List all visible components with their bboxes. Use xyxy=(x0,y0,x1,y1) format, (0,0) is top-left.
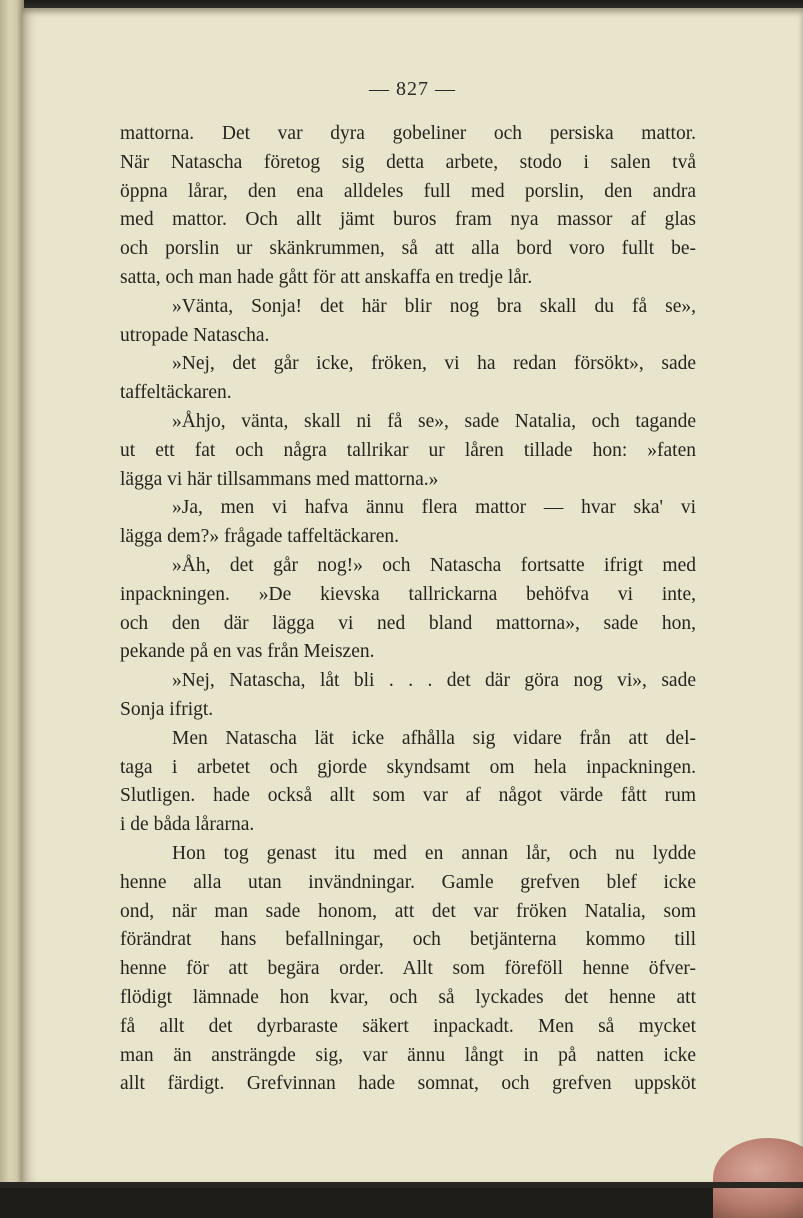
text-line: förändrat hans befallningar, och betjänterna kommo till xyxy=(120,929,696,951)
text-line: ut ett fat och några tallrikar ur låren tillade hon: »faten xyxy=(120,439,696,461)
page-number: — 827 — xyxy=(369,78,456,100)
body-text xyxy=(120,120,696,1099)
text-line: i de båda lårarna. xyxy=(120,814,255,836)
text-line: flödigt lämnade hon kvar, och så lyckades det henne att xyxy=(120,986,696,1008)
text-line: få allt det dyrbaraste säkert inpackadt. Men så mycket xyxy=(120,1015,696,1037)
text-line: man än ansträngde sig, var ännu långt in på natten icke xyxy=(120,1044,696,1066)
text-line: »Ja, men vi hafva ännu flera mattor — hvar ska' vi xyxy=(172,497,696,519)
text-line: ond, när man sade honom, att det var fröken Natalia, som xyxy=(120,900,696,922)
text-line: mattorna. Det var dyra gobeliner och persiska mattor. xyxy=(120,123,696,144)
text-line: lägga vi här tillsammans med mattorna.» xyxy=(120,468,439,490)
text-line: öppna lårar, den ena alldeles full med porslin, den andra xyxy=(120,180,696,202)
text-line: allt färdigt. Grefvinnan hade somnat, och grefven uppsköt xyxy=(120,1073,696,1095)
text-line: »Nej, Natascha, låt bli . . . det där göra nog vi», sade xyxy=(172,670,696,692)
scan-bottom-shadow xyxy=(0,1182,803,1188)
text-line: »Åhjo, vänta, skall ni få se», sade Natalia, och tagande xyxy=(172,410,696,432)
text-line: Slutligen. hade också allt som var af något värde fått rum xyxy=(120,785,696,807)
text-line: lägga dem?» frågade taffeltäckaren. xyxy=(120,526,399,548)
text-line: med mattor. Och allt jämt buros fram nya massor af glas xyxy=(120,209,696,231)
text-line: och den där lägga vi ned bland mattorna», sade hon, xyxy=(120,612,696,634)
text-line: taga i arbetet och gjorde skyndsamt om hela inpackningen. xyxy=(120,756,696,778)
text-line: henne alla utan invändningar. Gamle grefven blef icke xyxy=(120,871,696,893)
thumb-image xyxy=(713,1138,803,1218)
text-line: pekande på en vas från Meiszen. xyxy=(120,641,375,663)
text-line: henne för att begära order. Allt som föreföll henne öfver- xyxy=(120,958,696,980)
text-line: och porslin ur skänkrummen, så att alla bord voro fullt be- xyxy=(120,238,696,260)
text-line: »Nej, det går icke, fröken, vi ha redan försökt», sade xyxy=(172,353,696,375)
text-line: När Natascha företog sig detta arbete, stodo i salen två xyxy=(120,151,696,173)
text-line: Sonja ifrigt. xyxy=(120,698,214,720)
text-line: utropade Natascha. xyxy=(120,324,270,346)
text-line: »Vänta, Sonja! det här blir nog bra skall du få se», xyxy=(172,295,696,317)
text-line: Hon tog genast itu med en annan lår, och nu lydde xyxy=(172,842,696,864)
text-line: satta, och man hade gått för att anskaffa en tredje lår. xyxy=(120,266,533,288)
text-line: Men Natascha lät icke afhålla sig vidare från att del- xyxy=(172,727,696,749)
book-page xyxy=(22,8,803,1188)
text-line: »Åh, det går nog!» och Natascha fortsatte ifrigt med xyxy=(172,554,696,576)
left-page-edge xyxy=(0,0,24,1188)
text-line: inpackningen. »De kievska tallrickarna behöfva vi inte, xyxy=(120,583,696,605)
text-line: taffeltäckaren. xyxy=(120,382,232,404)
